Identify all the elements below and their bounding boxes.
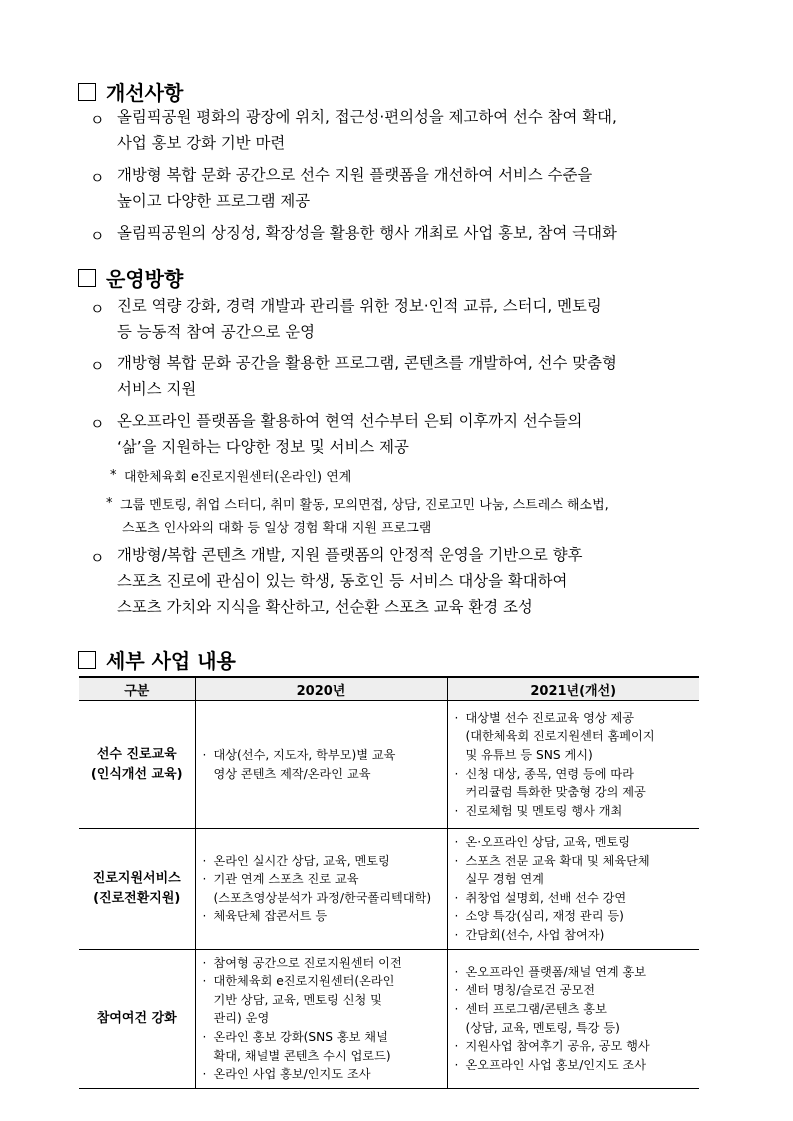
program-details-table bbox=[79, 678, 699, 1089]
cell-list-item: · 신청 대상, 종목, 연령 등에 따라 bbox=[454, 765, 694, 784]
header-2021: 2021년(개선) bbox=[447, 678, 699, 701]
cell-list-item: (스포츠영상분석가 과정/한국폴리텍대학) bbox=[213, 890, 432, 905]
bullet-symbol: ㅇ bbox=[90, 227, 105, 245]
bullet-text: 등 능동적 참여 공간으로 운영 bbox=[117, 323, 315, 341]
note-text: 스포츠 인사와의 대화 등 일상 경험 확대 지원 프로그램 bbox=[122, 521, 432, 536]
bullet-text: 개방형/복합 콘텐츠 개발, 지원 플랫폼의 안정적 운영을 기반으로 향후 bbox=[117, 546, 583, 564]
cell-2020 bbox=[195, 829, 447, 950]
cell-list-item: · 스포츠 전문 교육 확대 및 체육단체 bbox=[454, 852, 694, 871]
cell-list-item: · 간담회(선수, 사업 참여자) bbox=[454, 926, 694, 945]
bullet-text: 올림픽공원 평화의 광장에 위치, 접근성·편의성을 제고하여 선수 참여 확대, bbox=[117, 108, 617, 126]
cell-list-item: · 기관 연계 스포츠 진로 교육 bbox=[202, 870, 441, 889]
header-2020: 2020년 bbox=[195, 678, 447, 701]
cell-list-item: 및 유튜브 등 SNS 게시) bbox=[465, 747, 593, 762]
cell-list-item: · 지원사업 참여후기 공유, 공모 행사 bbox=[454, 1037, 694, 1056]
cell-list-item: · 센터 프로그램/콘텐츠 홍보 bbox=[454, 1000, 694, 1019]
cell-2021 bbox=[447, 949, 699, 1088]
bullet-text: 개방형 복합 문화 공간을 활용한 프로그램, 콘텐츠를 개발하여, 선수 맞춤형 bbox=[117, 354, 617, 372]
cell-list-item: · 온·오프라인 상담, 교육, 멘토링 bbox=[454, 833, 694, 852]
bullet-text: 높이고 다양한 프로그램 제공 bbox=[117, 192, 311, 210]
note-text: 대한체육회 e진로지원센터(온라인) 연계 bbox=[124, 470, 352, 485]
bullet-text: 스포츠 진로에 관심이 있는 학생, 동호인 등 서비스 대상을 확대하여 bbox=[117, 572, 568, 590]
category-line: (인식개선 교육) bbox=[90, 766, 183, 782]
checkbox-square-icon bbox=[78, 269, 96, 287]
note-text: 그룹 멘토링, 취업 스터디, 취미 활동, 모의면접, 상담, 진로고민 나눔, 스트레스 해소법, bbox=[120, 498, 609, 513]
bullet-symbol: ㅇ bbox=[90, 415, 105, 433]
cell-list-item: 커리큘럼 특화한 맞춤형 강의 제공 bbox=[465, 785, 646, 800]
bullet-text: 진로 역량 강화, 경력 개발과 관리를 위한 정보·인적 교류, 스터디, 멘토링 bbox=[117, 297, 602, 315]
bullet-text: 사업 홍보 강화 기반 마련 bbox=[117, 134, 286, 152]
bullet-text: ‘삶’을 지원하는 다양한 정보 및 서비스 제공 bbox=[117, 438, 409, 456]
cell-list-item: · 참여형 공간으로 진로지원센터 이전 bbox=[202, 954, 441, 973]
cell-2021 bbox=[447, 829, 699, 950]
category-line: 진로지원서비스 bbox=[92, 870, 181, 886]
bullet-symbol: ㅇ bbox=[90, 357, 105, 375]
cell-list-item: (상담, 교육, 멘토링, 특강 등) bbox=[465, 1020, 620, 1035]
category-line: (진로전환지원) bbox=[93, 890, 181, 906]
row-category bbox=[79, 701, 195, 829]
cell-list-item: 영상 콘텐츠 제작/온라인 교육 bbox=[213, 766, 371, 781]
section-title-details: 세부 사업 내용 bbox=[78, 645, 236, 674]
cell-list-item: · 대한체육회 e진로지원센터(온라인 bbox=[202, 972, 441, 991]
cell-list-item: · 소양 특강(심리, 재정 관리 등) bbox=[454, 907, 694, 926]
note-asterisk: * bbox=[110, 468, 117, 483]
section-title-operation: 운영방향 bbox=[78, 263, 183, 292]
cell-list-item: 기반 상담, 교육, 멘토링 신청 및 bbox=[213, 992, 382, 1007]
cell-list-item: · 대상(선수, 지도자, 학부모)별 교육 bbox=[202, 746, 441, 765]
cell-list-item: · 온라인 홍보 강화(SNS 홍보 채널 bbox=[202, 1028, 441, 1047]
category-line: 선수 진로교육 bbox=[96, 746, 177, 762]
cell-list-item: · 센터 명칭/슬로건 공모전 bbox=[454, 981, 694, 1000]
cell-list-item: 확대, 채널별 콘텐츠 수시 업로드) bbox=[213, 1048, 391, 1063]
cell-list-item: · 취창업 설명회, 선배 선수 강연 bbox=[454, 889, 694, 908]
cell-list-item: 실무 경험 연계 bbox=[465, 872, 544, 887]
cell-list-item: · 온오프라인 사업 홍보/인지도 조사 bbox=[454, 1056, 694, 1075]
bullet-text: 올림픽공원의 상징성, 확장성을 활용한 행사 개최로 사업 홍보, 참여 극대화 bbox=[117, 224, 617, 242]
table-header-row bbox=[79, 678, 699, 701]
bullet-symbol: ㅇ bbox=[90, 549, 105, 567]
cell-list-item: · 온라인 사업 홍보/인지도 조사 bbox=[202, 1065, 441, 1084]
bullet-text: 서비스 지원 bbox=[117, 380, 197, 398]
bullet-symbol: ㅇ bbox=[90, 111, 105, 129]
note-asterisk: * bbox=[106, 496, 113, 511]
checkbox-square-icon bbox=[78, 651, 96, 669]
table-body bbox=[79, 701, 699, 1089]
bullet-symbol: ㅇ bbox=[90, 300, 105, 318]
table-row bbox=[79, 701, 699, 829]
table-row bbox=[79, 949, 699, 1088]
cell-2021 bbox=[447, 701, 699, 829]
checkbox-square-icon bbox=[78, 83, 96, 101]
row-category bbox=[79, 949, 195, 1088]
table-row bbox=[79, 829, 699, 950]
bullet-text: 개방형 복합 문화 공간으로 선수 지원 플랫폼을 개선하여 서비스 수준을 bbox=[117, 166, 593, 184]
cell-list-item: · 진로체험 및 멘토링 행사 개최 bbox=[454, 802, 694, 821]
section-title-improvements: 개선사항 bbox=[78, 77, 183, 106]
cell-list-item: (대한체육회 진로지원센터 홈페이지 bbox=[465, 729, 655, 744]
cell-2020 bbox=[195, 949, 447, 1088]
category-line: 참여여건 강화 bbox=[96, 1010, 177, 1026]
cell-list-item: · 온오프라인 플랫폼/채널 연계 홍보 bbox=[454, 963, 694, 982]
bullet-text: 온오프라인 플랫폼을 활용하여 현역 선수부터 은퇴 이후까지 선수들의 bbox=[117, 412, 583, 430]
cell-list-item: · 대상별 선수 진로교육 영상 제공 bbox=[454, 709, 694, 728]
row-category bbox=[79, 829, 195, 950]
cell-list-item: 관리) 운영 bbox=[213, 1011, 270, 1026]
bullet-text: 스포츠 가치와 지식을 확산하고, 선순환 스포츠 교육 환경 조성 bbox=[117, 598, 533, 616]
cell-2020 bbox=[195, 701, 447, 829]
cell-list-item: · 온라인 실시간 상담, 교육, 멘토링 bbox=[202, 852, 441, 871]
cell-list-item: · 체육단체 잡콘서트 등 bbox=[202, 907, 441, 926]
bullet-symbol: ㅇ bbox=[90, 169, 105, 187]
header-category: 구분 bbox=[79, 678, 195, 701]
